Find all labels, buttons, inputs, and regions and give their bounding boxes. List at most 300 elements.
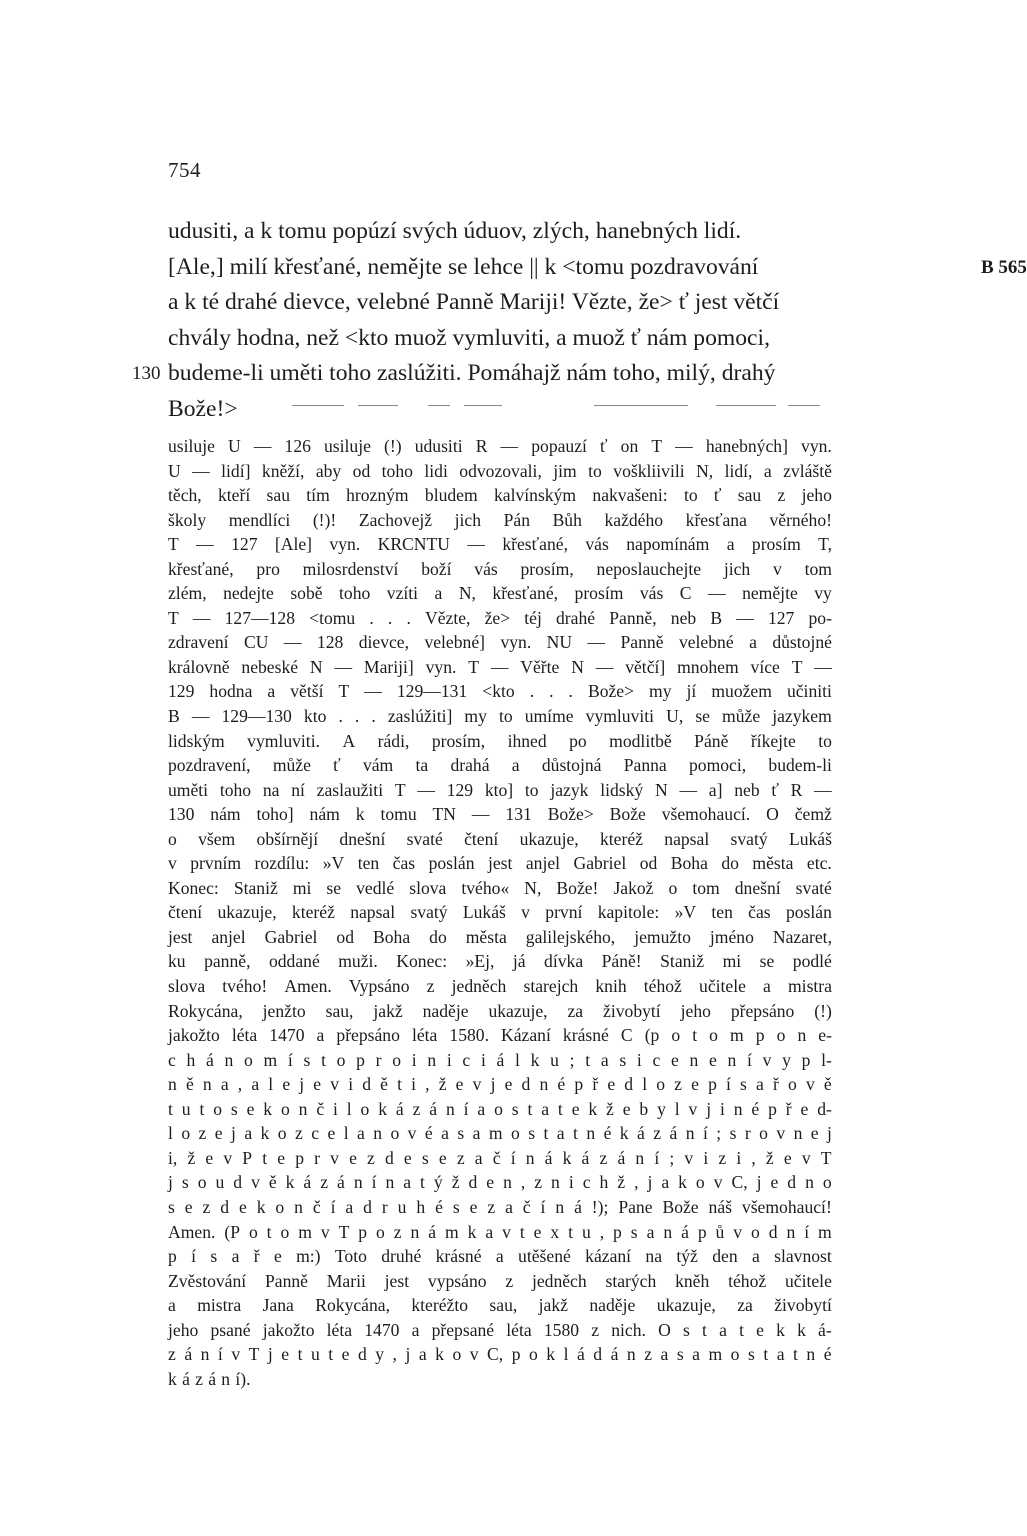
apparatus-word: N, [696,460,714,481]
apparatus-word: velebné] [424,632,486,653]
apparatus-word: já [512,951,526,972]
apparatus-word: TN [432,804,456,825]
apparatus-word: hrozným [346,485,409,506]
apparatus-word: 128 [316,632,344,653]
apparatus-word: n [805,1172,814,1193]
apparatus-word: a [556,1123,565,1144]
apparatus-word: (!) [814,1000,832,1021]
apparatus-word: . [371,706,376,727]
apparatus-word: e [691,1074,699,1095]
apparatus-word: zaslaužiti [316,779,384,800]
apparatus-word: 129—131 [396,681,468,702]
apparatus-word: Bože [662,1196,699,1217]
apparatus-word: k [797,1319,806,1340]
apparatus-word: t [168,1098,173,1119]
apparatus-word: za [567,1000,584,1021]
apparatus-word: á [184,1344,193,1365]
apparatus-word: v [469,1344,479,1365]
apparatus-word: utěšené [518,1246,571,1267]
apparatus-word: e [671,1049,679,1070]
apparatus-word: mi [722,951,742,972]
apparatus-line [168,753,832,778]
apparatus-word: neb [670,607,697,628]
apparatus-word: T [820,1147,832,1168]
apparatus-word: k [256,1196,266,1217]
apparatus-word: Staniž [233,877,278,898]
apparatus-word: d [624,1074,634,1095]
apparatus-line [168,900,832,925]
main-text-line [132,356,828,392]
apparatus-word: — [587,632,606,653]
apparatus-word: ; [716,1123,722,1144]
apparatus-word: j [706,1098,712,1119]
apparatus-word: křesťané, [492,583,559,604]
apparatus-word: r [375,1049,382,1070]
apparatus-word: l [674,1098,680,1119]
apparatus-word: z [393,1221,402,1242]
apparatus-word: í [330,1196,336,1217]
apparatus-word: e [756,1319,764,1340]
apparatus-word: jakž [373,1000,403,1021]
apparatus-word: a [441,1123,449,1144]
apparatus-word: e [277,1147,286,1168]
apparatus-word: a [434,583,443,604]
apparatus-word: čas [748,902,771,923]
apparatus-word: lidí, [724,460,753,481]
apparatus-word: m [444,1221,459,1242]
apparatus-word: v [251,1172,260,1193]
apparatus-word: l- [821,1049,832,1070]
apparatus-word: l [642,1074,648,1095]
apparatus-word: dnešní [339,828,386,849]
apparatus-word: o [671,1025,681,1046]
apparatus-word: a [776,1344,785,1365]
apparatus-word: o [168,828,177,849]
apparatus-word: a [485,1221,494,1242]
apparatus-word: n [797,1025,807,1046]
apparatus-word: uměti [168,779,209,800]
apparatus-word: á [610,1344,619,1365]
apparatus-word: první [545,902,583,923]
apparatus-word: t [266,1221,272,1242]
apparatus-word: t [702,1319,707,1340]
apparatus-word: nakvašeni: [592,485,668,506]
apparatus-word: lidí] [221,460,251,481]
apparatus-word: k [285,1172,295,1193]
apparatus-word: (p [644,1025,660,1046]
apparatus-word: 129—130 [221,706,292,727]
apparatus-word: c [462,1049,471,1070]
apparatus-word: . [369,607,374,628]
apparatus-word: jest [487,853,513,874]
apparatus-word: e [282,1074,291,1095]
apparatus-line [168,1170,832,1195]
apparatus-word: Panně [264,1270,308,1291]
apparatus-word: aby [315,460,342,481]
apparatus-word: o [213,1098,222,1119]
apparatus-word: r [381,1196,388,1217]
apparatus-line [168,459,832,484]
apparatus-word: kteréž [600,828,643,849]
apparatus-word: á [669,1123,678,1144]
apparatus-word: v [330,1074,340,1095]
apparatus-word: — [814,656,832,677]
apparatus-word: o [668,877,678,898]
apparatus-word: v [472,1074,482,1095]
apparatus-word: s [676,1344,684,1365]
apparatus-word: t [321,1049,326,1070]
apparatus-word: jenžto [262,1000,306,1021]
apparatus-word: obšírnějí [256,828,319,849]
apparatus-line [168,1318,832,1343]
apparatus-line [168,925,832,950]
apparatus-word: svaté [795,877,832,898]
apparatus-word: se [326,877,342,898]
apparatus-word: toho] [256,804,294,825]
apparatus-word: — [334,656,353,677]
apparatus-word: a [749,632,757,653]
apparatus-word: m [263,1049,278,1070]
apparatus-word: Lukáš [788,828,832,849]
apparatus-word: svatý [410,902,448,923]
apparatus-word: »V [322,853,345,874]
apparatus-word: z [591,1319,600,1340]
apparatus-word: á [182,1368,190,1389]
apparatus-word: s [619,1049,627,1070]
apparatus-word: p [697,1221,707,1242]
apparatus-word: jemužto [634,926,691,947]
apparatus-word: více [750,656,780,677]
apparatus-word: e [281,1344,290,1365]
apparatus-word: se [759,951,775,972]
apparatus-word: školy [168,509,207,530]
apparatus-word: i [480,1049,486,1070]
apparatus-word: T [248,1344,260,1365]
apparatus-word: o [244,1049,253,1070]
apparatus-word: a [661,1172,670,1193]
apparatus-word: živobytí [774,1295,832,1316]
apparatus-word: lidským [168,730,225,751]
apparatus-word: t [328,1344,334,1365]
apparatus-word: tím [306,485,330,506]
apparatus-line [168,704,832,729]
apparatus-word: x [550,1221,560,1242]
apparatus-word: č [522,1196,531,1217]
apparatus-word: o [275,1196,285,1217]
apparatus-word: královně [168,656,230,677]
apparatus-word: poslán [785,902,832,923]
main-text-line-content: chvály hodna, než <kto muož vymluviti, a muož ť nám pomoci, [168,324,770,351]
apparatus-word: m [730,1025,744,1046]
apparatus-word: T [651,436,663,456]
main-text-line-content: [Ale,] milí křesťané, nemějte se lehce || k <tomu pozdravování [168,253,759,280]
apparatus-word: ť [771,779,779,800]
apparatus-word: t [527,1098,533,1119]
apparatus-word: o [197,1172,207,1193]
apparatus-word: !); [591,1196,609,1217]
apparatus-word: [Ale] [274,534,313,555]
apparatus-word: 127 [767,607,795,628]
apparatus-word: d [521,1074,531,1095]
apparatus-line [168,876,832,901]
apparatus-word: . [338,706,343,727]
apparatus-word: dívka [544,951,584,972]
apparatus-word: — [814,779,832,800]
apparatus-word: jich [454,509,482,530]
apparatus-word: ě [185,1074,194,1095]
apparatus-word: s [168,1196,175,1217]
apparatus-word: nemějte [742,583,798,604]
apparatus-word: my [649,681,672,702]
apparatus-word: v [407,1123,417,1144]
apparatus-word: a [168,1295,176,1316]
apparatus-word: t [739,1319,744,1340]
apparatus-word: téj [524,607,542,628]
main-text-line [168,250,1027,286]
apparatus-word: s [457,1123,465,1144]
apparatus-word: s [303,1049,311,1070]
apparatus-word: Páně! [601,951,642,972]
apparatus-word: p [358,1221,368,1242]
apparatus-word: dnešní [734,877,781,898]
apparatus-word: B [168,706,180,727]
apparatus-word: n [221,1368,231,1389]
main-text-line-content: udusiti, a k tomu popúzí svých úduov, zlých, hanebných lidí. [168,218,742,244]
apparatus-word: a [495,1246,504,1267]
apparatus-word: — [364,681,382,702]
apparatus-word: v [713,1172,723,1193]
apparatus-word: i [719,1098,725,1119]
apparatus-word: z [168,1344,176,1365]
apparatus-word: všemohaucí. [661,804,751,825]
apparatus-word: ý [433,1172,443,1193]
apparatus-word: (P [224,1221,240,1242]
apparatus-word: anjel [525,853,561,874]
apparatus-word: o [336,1049,346,1070]
apparatus-word: neb [734,779,760,800]
apparatus-word: Panně, [609,607,657,628]
apparatus-word: í [654,1147,660,1168]
main-text-line [168,214,828,250]
apparatus-word: zdravení [168,632,229,653]
apparatus-word: ukazuje, [519,828,579,849]
apparatus-word: k [776,1319,785,1340]
apparatus-word: i [333,1098,338,1119]
apparatus-word: a [756,1074,764,1095]
apparatus-word: z [777,485,786,506]
apparatus-word: Pane [618,1196,653,1217]
apparatus-word: prosím, [520,558,574,579]
apparatus-word: vám [362,755,394,776]
apparatus-word: z [644,1344,652,1365]
apparatus-word: e [205,1147,214,1168]
apparatus-word: e [709,1049,717,1070]
apparatus-word: všem [198,828,236,849]
apparatus-word: n [445,1098,455,1119]
apparatus-word: — [196,534,214,555]
apparatus-word: tomu [380,804,417,825]
apparatus-word: u [397,1196,407,1217]
apparatus-word: ř [592,1074,599,1095]
apparatus-word: , [520,1172,526,1193]
apparatus-word: ž [187,1147,196,1168]
apparatus-word: od [639,853,658,874]
apparatus-word: Amen. [168,1221,216,1242]
main-text-line [168,285,828,321]
apparatus-word: č [312,1196,321,1217]
apparatus-word: zlém, [168,583,207,604]
apparatus-word: sau, [489,1295,518,1316]
apparatus-word: h [599,1172,609,1193]
apparatus-word: k [588,1098,598,1119]
apparatus-word: o [528,1344,538,1365]
apparatus-word: 126 [284,436,311,456]
apparatus-word: e [246,1098,255,1119]
apparatus-word: přepsáno [730,1000,795,1021]
apparatus-word: k [263,1098,273,1119]
apparatus-word: Staniž [660,951,705,972]
apparatus-line [168,949,832,974]
apparatus-word: v [688,1098,698,1119]
apparatus-word: v [762,1049,772,1070]
apparatus-word: a [231,1246,240,1267]
apparatus-word: jí [686,681,697,702]
apparatus-word: čtení [168,902,203,923]
apparatus-word: kto] [484,779,514,800]
apparatus-word: a [267,681,276,702]
apparatus-word: p [768,1098,777,1119]
apparatus-word: odvozovali, [459,460,542,481]
apparatus-word: učiniti [786,681,832,702]
apparatus-word: tom [692,877,720,898]
apparatus-word: o [248,1221,258,1242]
apparatus-word: města [752,853,794,874]
apparatus-word: N [654,779,668,800]
apparatus-line [168,1244,832,1269]
apparatus-word: t [543,1123,549,1144]
apparatus-word: v [773,558,782,579]
apparatus-word: anjel [211,926,246,947]
apparatus-word: usiluje [324,436,371,456]
apparatus-word: to [588,460,602,481]
apparatus-word: my [464,706,487,727]
apparatus-word: a [477,1098,486,1119]
apparatus-word: kněží, [261,460,305,481]
apparatus-word: c [582,1172,591,1193]
apparatus-word: , [425,1074,430,1095]
apparatus-word: U, [666,706,684,727]
apparatus-word: to [818,730,832,751]
apparatus-word: vyn. [425,656,457,677]
apparatus-word: v [684,1147,694,1168]
main-text-line [168,321,828,357]
apparatus-word: j [267,1344,273,1365]
apparatus-word: í [726,1074,731,1095]
apparatus-line [168,1023,832,1048]
apparatus-word: NU [546,632,573,653]
apparatus-word: kněh [675,1270,710,1291]
apparatus-line [168,1367,832,1392]
apparatus-line [168,434,832,459]
apparatus-word: po- [808,607,832,628]
apparatus-word: kázaní [585,1246,632,1267]
apparatus-word: z [599,1147,608,1168]
apparatus-word: <tomu [309,607,356,628]
apparatus-word: i [736,1147,742,1168]
apparatus-word: Věřte [520,656,560,677]
apparatus-word: n [373,1123,383,1144]
apparatus-line [168,1220,832,1245]
apparatus-line [168,1293,832,1318]
apparatus-word: na [262,779,280,800]
apparatus-word: á- [818,1319,832,1340]
apparatus-word: do [721,853,739,874]
apparatus-word: to [524,779,539,800]
apparatus-word: k [530,1049,540,1070]
apparatus-word: pro [256,558,280,579]
apparatus-word: vyn. [801,436,832,456]
apparatus-word: i, [168,1147,178,1168]
apparatus-word: í [463,1098,469,1119]
apparatus-word: d [362,1074,372,1095]
apparatus-word: každého [604,509,664,530]
apparatus-word: a [600,1049,609,1070]
apparatus-word: slova [168,976,206,997]
apparatus-word: k [378,1098,387,1119]
apparatus-word: p [708,1074,717,1095]
apparatus-word: N, [458,583,476,604]
apparatus-word: t [297,1344,303,1365]
apparatus-word: druhé [381,1246,422,1267]
apparatus-word: á [681,1221,689,1242]
apparatus-word: j [647,1172,653,1193]
apparatus-word: e- [818,1025,832,1046]
apparatus-line [168,1195,832,1220]
apparatus-word: prosím [751,534,801,555]
apparatus-word: — [283,632,302,653]
apparatus-word: naděje [422,1000,469,1021]
apparatus-word: — [490,656,509,677]
apparatus-word: Bože> [587,681,635,702]
apparatus-word: (!)! [312,509,337,530]
apparatus-word: <kto [482,681,515,702]
apparatus-word: n [626,1344,636,1365]
apparatus-line [168,1269,832,1294]
apparatus-word: vás [474,558,498,579]
apparatus-word: »V [674,902,697,923]
apparatus-word: j [299,1074,305,1095]
apparatus-word: e [607,1074,616,1095]
apparatus-word: ukazuje, [488,1000,548,1021]
apparatus-word: z [426,976,435,997]
main-text-line [168,392,828,428]
apparatus-word: léta [231,1025,258,1046]
apparatus-word: k [435,1344,444,1365]
apparatus-word: vyn. [500,632,532,653]
apparatus-word: Marii [326,1270,366,1291]
apparatus-word: — [191,706,210,727]
apparatus-word: C, [487,1344,504,1365]
apparatus-word: a [316,1025,325,1046]
apparatus-word: s [210,1246,218,1267]
apparatus-line [168,630,832,655]
apparatus-word: důstojná [541,755,602,776]
apparatus-word: n [202,1074,212,1095]
apparatus-word: é [557,1074,566,1095]
apparatus-word: téhož [728,1270,767,1291]
apparatus-word: c [311,1123,320,1144]
apparatus-word: panně, [204,951,251,972]
